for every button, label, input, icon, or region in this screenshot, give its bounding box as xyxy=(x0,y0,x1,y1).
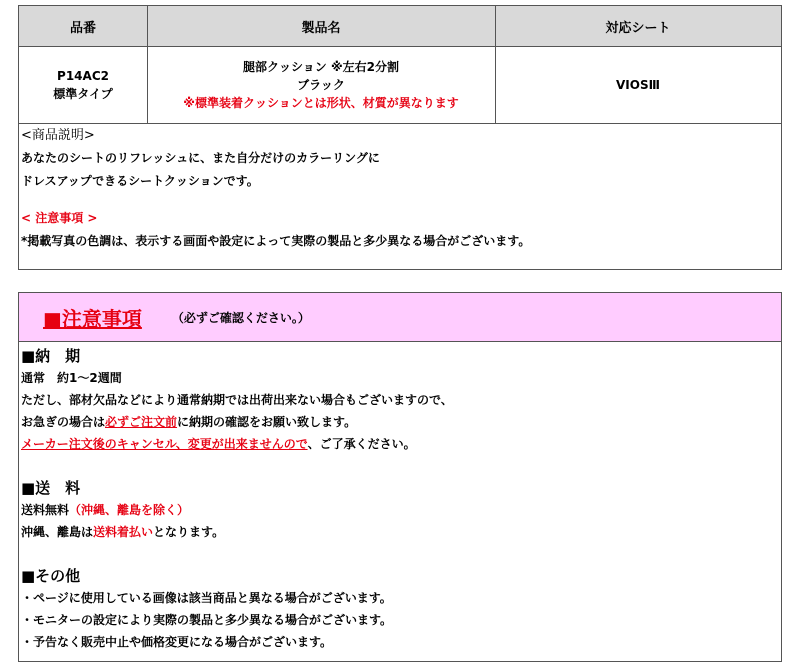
delivery-line: 通常 約1～2週間 xyxy=(21,371,122,385)
description-heading: <商品説明> xyxy=(21,128,95,143)
text-segment: 送料無料 xyxy=(21,503,70,517)
header-compatible-seat: 対応シート xyxy=(605,20,671,36)
delivery-heading: ■納 期 xyxy=(21,347,81,365)
product-type: 標準タイプ xyxy=(53,86,113,101)
delivery-line xyxy=(21,433,779,455)
delivery-line xyxy=(21,411,779,433)
text-segment: となります。 xyxy=(153,525,225,539)
notice-subtitle: （必ずご確認ください。） xyxy=(171,310,310,325)
shipping-line xyxy=(21,521,779,543)
compatible-seat: VIOSⅢ xyxy=(616,77,660,92)
product-color: ブラック xyxy=(297,77,345,92)
text-segment: 、ご了承ください。 xyxy=(307,437,416,451)
other-line: ・予告なく販売中止や価格変更になる場合がございます。 xyxy=(21,635,333,649)
header-product-code: 品番 xyxy=(69,20,96,36)
text-segment: 沖縄、離島は xyxy=(21,525,94,539)
table-header-row xyxy=(19,6,781,47)
emphasis-text: 必ずご注文前 xyxy=(105,415,178,429)
delivery-line: ただし、部材欠品などにより通常納期では出荷出来ない場合もございますので、 xyxy=(21,393,453,407)
compatible-seat-cell xyxy=(495,46,781,123)
column-divider xyxy=(147,6,148,123)
emphasis-text: （沖縄、離島を除く） xyxy=(69,503,190,517)
text-segment: お急ぎの場合は xyxy=(21,415,106,429)
product-table xyxy=(18,5,782,270)
table-row xyxy=(19,46,781,124)
column-divider xyxy=(495,6,496,123)
caution-heading: < 注意事項 > xyxy=(21,211,98,225)
description-line: ドレスアップできるシートクッションです。 xyxy=(21,174,259,188)
other-line: ・モニターの設定により実際の製品と多少異なる場合がございます。 xyxy=(21,613,393,627)
other-heading: ■その他 xyxy=(21,567,81,585)
product-name: 腿部クッション ※左右2分割 xyxy=(243,59,399,74)
shipping-line xyxy=(21,499,779,521)
caution-text: *掲載写真の色調は、表示する画面や設定によって実際の製品と多少異なる場合がございます。 xyxy=(21,234,531,248)
emphasis-text: メーカー注文後のキャンセル、変更が出来ませんので xyxy=(21,437,308,451)
notice-box xyxy=(18,292,782,662)
notice-content xyxy=(21,345,779,653)
product-code: P14AC2 xyxy=(57,68,109,83)
product-code-cell xyxy=(19,46,147,123)
text-segment: に納期の確認をお願い致します。 xyxy=(177,415,357,429)
notice-header xyxy=(19,293,781,342)
emphasis-text: 送料着払い xyxy=(93,525,154,539)
notice-title: ■注意事項 xyxy=(43,306,142,331)
other-line: ・ページに使用している画像は該当商品と異なる場合がございます。 xyxy=(21,591,392,605)
product-description xyxy=(21,124,779,253)
description-line: あなたのシートのリフレッシュに、また自分だけのカラーリングに xyxy=(21,151,380,165)
product-note: ※標準装着クッションとは形状、材質が異なります xyxy=(183,95,459,110)
product-name-cell xyxy=(147,46,495,123)
header-product-name: 製品名 xyxy=(301,20,341,36)
shipping-heading: ■送 料 xyxy=(21,479,81,497)
